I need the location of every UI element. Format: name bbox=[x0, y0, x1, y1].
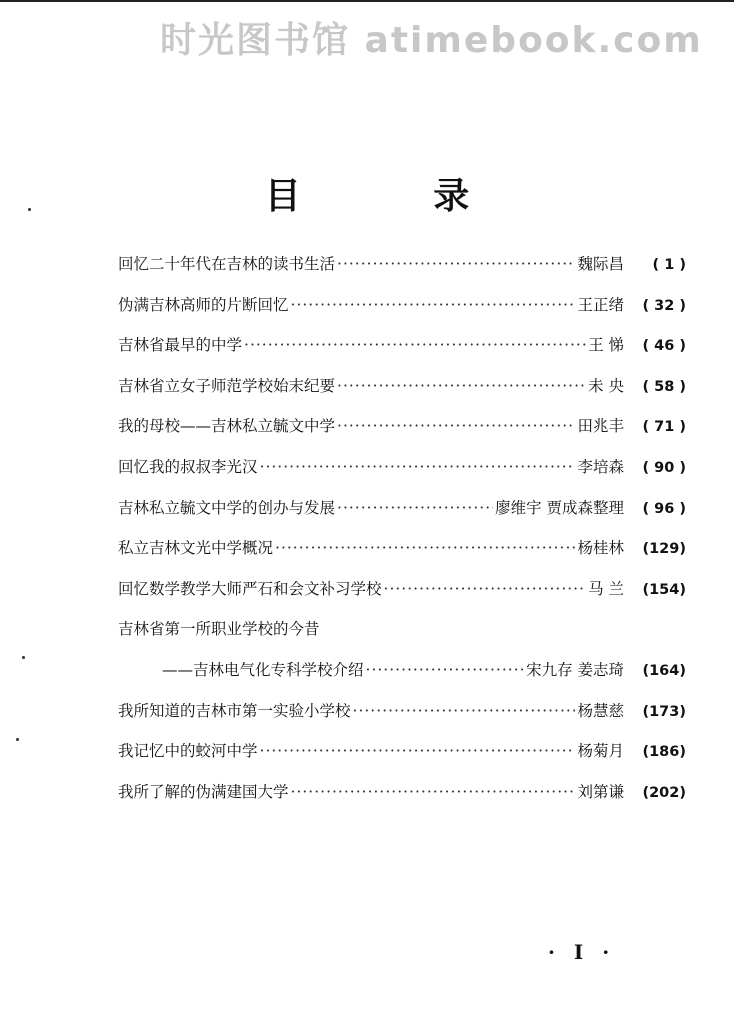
toc-entry-title: 我记忆中的蛟河中学 bbox=[118, 742, 258, 761]
dot-leader bbox=[337, 377, 586, 395]
toc-entry bbox=[118, 496, 686, 537]
toc-entry-author: 马 兰 bbox=[588, 579, 624, 598]
toc-entry bbox=[118, 699, 686, 740]
toc-entry-title: 吉林省立女子师范学校始末纪要 bbox=[118, 376, 336, 395]
toc-entry-title: 我的母校——吉林私立毓文中学 bbox=[118, 417, 336, 436]
toc-entry-page: (186) bbox=[642, 744, 686, 761]
scan-speck bbox=[16, 738, 19, 741]
toc-entry-author: 宋九存 姜志琦 bbox=[526, 660, 624, 679]
toc-entry-page: ( 1 ) bbox=[652, 257, 686, 273]
dot-leader bbox=[337, 499, 493, 517]
toc-entry bbox=[118, 780, 686, 821]
toc-entry bbox=[118, 414, 686, 455]
dot-leader bbox=[260, 458, 576, 476]
toc-entry bbox=[118, 252, 686, 293]
toc-entry-author: 杨菊月 bbox=[577, 742, 624, 761]
toc-entry-author: 魏际昌 bbox=[577, 255, 624, 273]
top-rule bbox=[0, 0, 734, 2]
toc-entry-title: 回忆二十年代在吉林的读书生活 bbox=[118, 255, 336, 273]
page-title: 目 录 bbox=[264, 176, 530, 217]
table-of-contents bbox=[118, 252, 686, 820]
watermark: 时光图书馆 atimebook.com bbox=[160, 20, 703, 61]
toc-entry-title: 回忆我的叔叔李光汉 bbox=[118, 457, 258, 476]
toc-entry bbox=[118, 536, 686, 577]
toc-entry-title: 私立吉林文光中学概况 bbox=[118, 539, 274, 558]
toc-entry-page: ( 96 ) bbox=[642, 500, 686, 517]
dot-leader bbox=[260, 742, 576, 760]
toc-entry-page: ( 71 ) bbox=[642, 419, 686, 436]
dot-leader bbox=[291, 296, 576, 314]
toc-entry-author: 刘第谦 bbox=[577, 782, 624, 801]
toc-entry-author: 杨慧慈 bbox=[577, 701, 624, 720]
toc-entry-title: 伪满吉林高师的片断回忆 bbox=[118, 295, 289, 314]
dot-leader bbox=[337, 417, 575, 435]
toc-entry-page: (154) bbox=[642, 581, 686, 598]
toc-entry-page: (129) bbox=[642, 541, 686, 558]
toc-entry-title: 吉林省最早的中学 bbox=[118, 336, 243, 355]
toc-entry bbox=[118, 577, 686, 618]
toc-entry-author: 李培森 bbox=[577, 457, 624, 476]
toc-entry-page: ( 90 ) bbox=[642, 459, 686, 476]
toc-entry-author: 田兆丰 bbox=[577, 417, 624, 436]
toc-entry bbox=[118, 374, 686, 415]
toc-entry bbox=[118, 455, 686, 496]
toc-entry bbox=[118, 617, 686, 658]
dot-leader bbox=[337, 255, 575, 273]
toc-entry bbox=[118, 333, 686, 374]
toc-entry-page: ( 32 ) bbox=[642, 297, 686, 314]
toc-entry bbox=[118, 658, 686, 699]
toc-entry bbox=[118, 739, 686, 780]
toc-entry-page: (164) bbox=[642, 662, 686, 679]
toc-entry-subtitle: ——吉林电气化专科学校介绍 bbox=[162, 660, 364, 679]
toc-entry-title: 我所知道的吉林市第一实验小学校 bbox=[118, 701, 351, 720]
toc-entry-page: ( 58 ) bbox=[642, 378, 686, 395]
dot-leader bbox=[275, 539, 575, 557]
dot-leader bbox=[244, 336, 586, 354]
page-number: · I · bbox=[548, 940, 616, 964]
toc-entry-author: 廖维宇 贾成森整理 bbox=[495, 498, 624, 517]
toc-entry-page: (173) bbox=[642, 703, 686, 720]
toc-entry-author: 杨桂林 bbox=[577, 539, 624, 558]
toc-entry-page: ( 46 ) bbox=[642, 338, 686, 355]
dot-leader bbox=[366, 661, 525, 679]
dot-leader bbox=[291, 783, 576, 801]
scan-speck bbox=[22, 656, 25, 659]
toc-entry bbox=[118, 293, 686, 334]
dot-leader bbox=[384, 580, 587, 598]
toc-entry-title: 吉林私立毓文中学的创办与发展 bbox=[118, 498, 336, 517]
toc-entry-title: 吉林省第一所职业学校的今昔 bbox=[118, 620, 320, 639]
dot-leader bbox=[353, 702, 576, 720]
toc-entry-title: 我所了解的伪满建国大学 bbox=[118, 782, 289, 801]
toc-entry-page: (202) bbox=[642, 784, 686, 801]
scan-speck bbox=[28, 208, 31, 211]
toc-entry-author: 王正绪 bbox=[577, 295, 624, 314]
toc-entry-author: 未 央 bbox=[588, 376, 624, 395]
toc-entry-title: 回忆数学教学大师严石和会文补习学校 bbox=[118, 579, 382, 598]
toc-entry-author: 王 悌 bbox=[588, 336, 624, 355]
